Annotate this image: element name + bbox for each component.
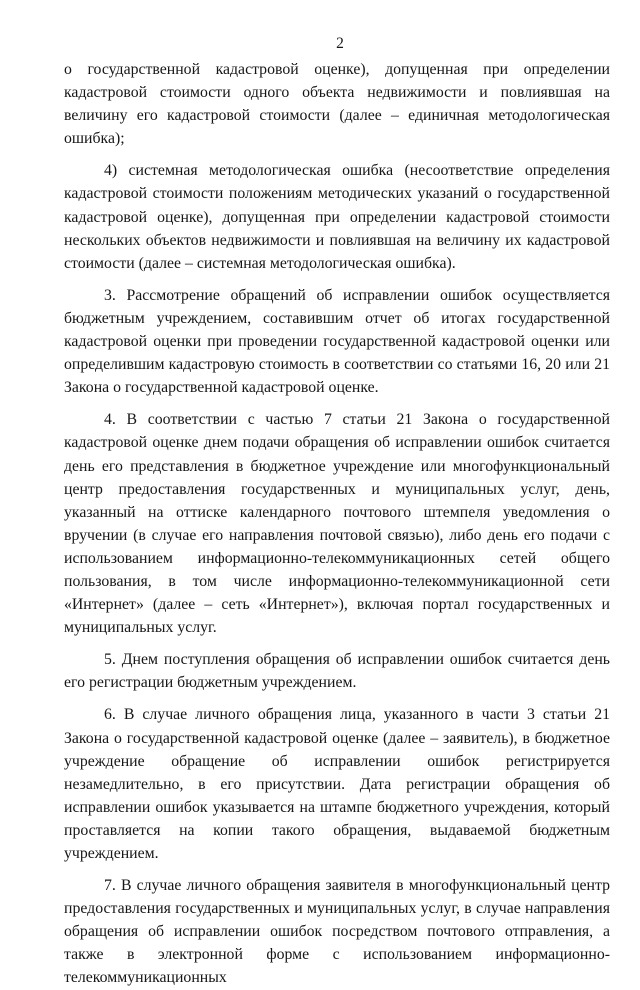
paragraph-clause-5: 5. Днем поступления обращения об исправлении ошибок считается день его регистрации бюджетным учреждением. xyxy=(64,651,610,692)
paragraph-item-4: 4) системная методологическая ошибка (несоответствие определения кадастровой стоимости положениям методических указаний о государственной кадастровой оценке), допущенная при определении кадастровой стоимости нескольких объектов недвижимости и повлиявшая на величину их кадастровой стоимости (далее – системная методологическая ошибка). xyxy=(64,162,610,272)
paragraph-continuation: о государственной кадастровой оценке), допущенная при определении кадастровой стоимости одного объекта недвижимости и повлиявшая на величину его кадастровой стоимости (далее – единичная методологическая ошибка); xyxy=(64,61,610,148)
paragraph-clause-3: 3. Рассмотрение обращений об исправлении ошибок осуществляется бюджетным учреждением, составившим отчет об итогах государственной кадастровой оценки при проведении государственной кадастровой оценки или определившим кадастровую стоимость в соответствии со статьями 16, 20 или 21 Закона о государственной кадастровой оценке. xyxy=(64,286,610,397)
paragraph-clause-6: 6. В случае личного обращения лица, указанного в части 3 статьи 21 Закона о государственной кадастровой оценке (далее – заявитель), в бюджетное учреждение обращение об исправлении ошибок регистрируется незамедлительно, в его присутствии. Дата регистрации обращения об исправлении ошибок указывается на штампе бюджетного учреждения, который проставляется на копии такого обращения, выдаваемой бюджетным учреждением. xyxy=(64,706,610,862)
paragraph-clause-4: 4. В соответствии с частью 7 статьи 21 Закона о государственной кадастровой оценке днем подачи обращения об исправлении ошибок считается день его представления в бюджетное учреждение или многофункциональный центр предоставления государственных и муниципальных услуг, день, указанный на оттиске календарного почтового штемпеля уведомления о вручении (в случае его направления почтовой связью), либо день его подачи с использованием информационно-телекоммуникационных сетей общего пользования, в том числе информационно-телекоммуникационной сети «Интернет» (далее – сеть «Интернет»), включая портал государственных и муниципальных услуг. xyxy=(64,411,610,637)
paragraph-clause-7: 7. В случае личного обращения заявителя в многофункциональный центр предоставления государственных и муниципальных услуг, в случае направления обращения об исправлении ошибок посредством почтового отправления, а также в электронной форме с использованием информационно-телекоммуникационных xyxy=(64,877,610,987)
page-number: 2 xyxy=(336,35,344,52)
